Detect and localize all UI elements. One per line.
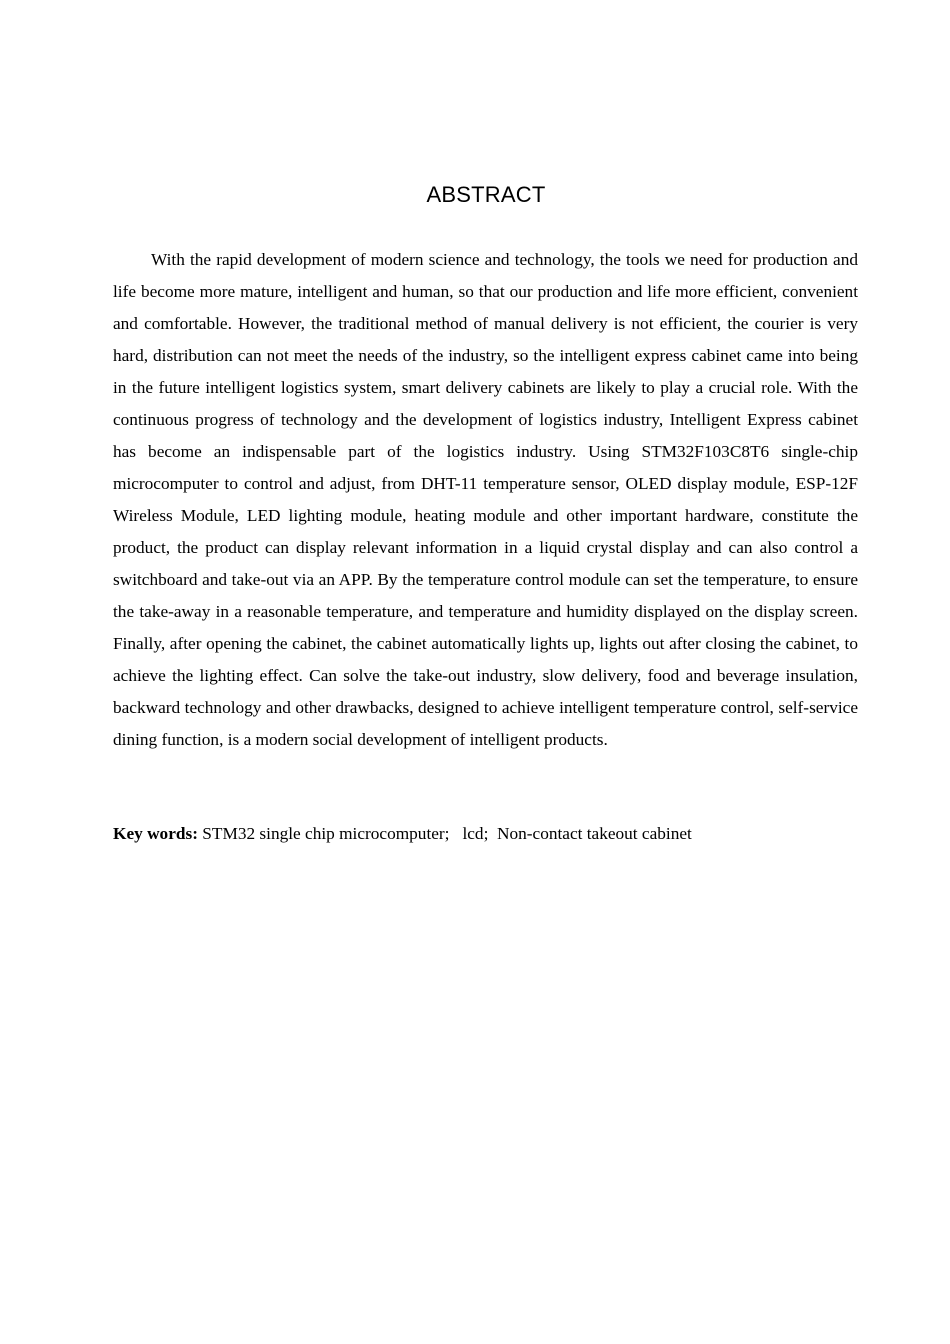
keyword-item: STM32 single chip microcomputer; xyxy=(202,824,450,843)
keyword-item: Non-contact takeout cabinet xyxy=(497,824,692,843)
abstract-title: ABSTRACT xyxy=(426,182,546,207)
abstract-body: With the rapid development of modern science and technology, the tools we need for production and life become more mature, intelligent and human, so that our production and life more efficient, convenient and comfortable. However, the traditional method of manual delivery is not efficient, the courier is very hard, distribution can not meet the needs of the industry, so the intelligent express cabinet came into being in the future intelligent logistics system, smart delivery cabinets are likely to play a crucial role. With the continuous progress of technology and the development of logistics industry, Intelligent Express cabinet has become an indispensable part of the logistics industry. Using STM32F103C8T6 single-chip microcomputer to control and adjust, from DHT-11 temperature sensor, OLED display module, ESP-12F Wireless Module, LED lighting module, heating module and other important hardware, constitute the product, the product can display relevant information in a liquid crystal display and can also control a switchboard and take-out via an APP. By the temperature control module can set the temperature, to ensure the take-away in a reasonable temperature, and temperature and humidity displayed on the display screen. Finally, after opening the cabinet, the cabinet automatically lights up, lights out after closing the cabinet, to achieve the lighting effect. Can solve the take-out industry, slow delivery, food and beverage insulation, backward technology and other drawbacks, designed to achieve intelligent temperature control, self-service dining function, is a modern social development of intelligent products. xyxy=(113,250,858,749)
keyword-item: lcd; xyxy=(462,824,489,843)
keywords-label: Key words: xyxy=(113,824,198,843)
keywords-line xyxy=(113,818,858,850)
